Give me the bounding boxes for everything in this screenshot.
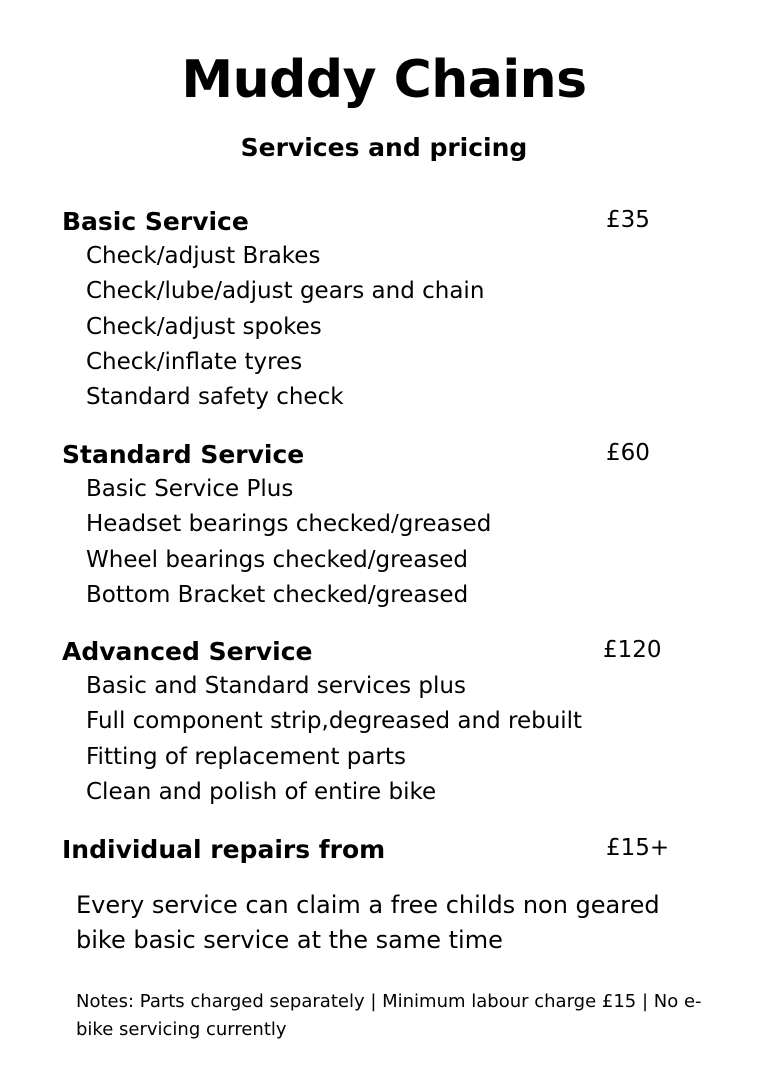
service-items (86, 239, 484, 415)
service-name: Basic Service (62, 207, 249, 236)
service-item: Basic and Standard services plus (86, 673, 466, 699)
service-price: £35 (606, 207, 650, 233)
service-item: Wheel bearings checked/greased (86, 546, 469, 573)
service-item: Clean and polish of entire bike (86, 778, 437, 805)
service-price: £15+ (606, 835, 670, 861)
page-title: Muddy Chains (181, 50, 587, 110)
service-item: Check/adjust spokes (86, 313, 322, 340)
service-name: Individual repairs from (62, 835, 386, 864)
service-item: Check/inflate tyres (86, 348, 303, 375)
service-item: Full component strip,degreased and rebuilt (86, 708, 583, 735)
service-name: Standard Service (62, 440, 305, 469)
service-item: Fitting of replacement parts (86, 743, 406, 770)
page-subtitle: Services and pricing (240, 133, 528, 162)
service-items (86, 669, 582, 810)
service-item: Basic Service Plus (86, 476, 294, 502)
service-items (86, 472, 491, 613)
service-price: £60 (606, 440, 650, 466)
service-name: Advanced Service (62, 637, 313, 666)
free-child-service-offer: Every service can claim a free childs non geared bike basic service at the same time (76, 891, 660, 954)
service-item: Check/adjust Brakes (86, 243, 321, 269)
service-item: Headset bearings checked/greased (86, 511, 492, 538)
service-item: Bottom Bracket checked/greased (86, 581, 469, 608)
notes: Notes: Parts charged separately | Minimum labour charge £15 | No e-bike servicing currently (76, 991, 702, 1040)
service-item: Check/lube/adjust gears and chain (86, 278, 485, 305)
service-price: £120 (603, 637, 662, 663)
service-item: Standard safety check (86, 384, 344, 411)
